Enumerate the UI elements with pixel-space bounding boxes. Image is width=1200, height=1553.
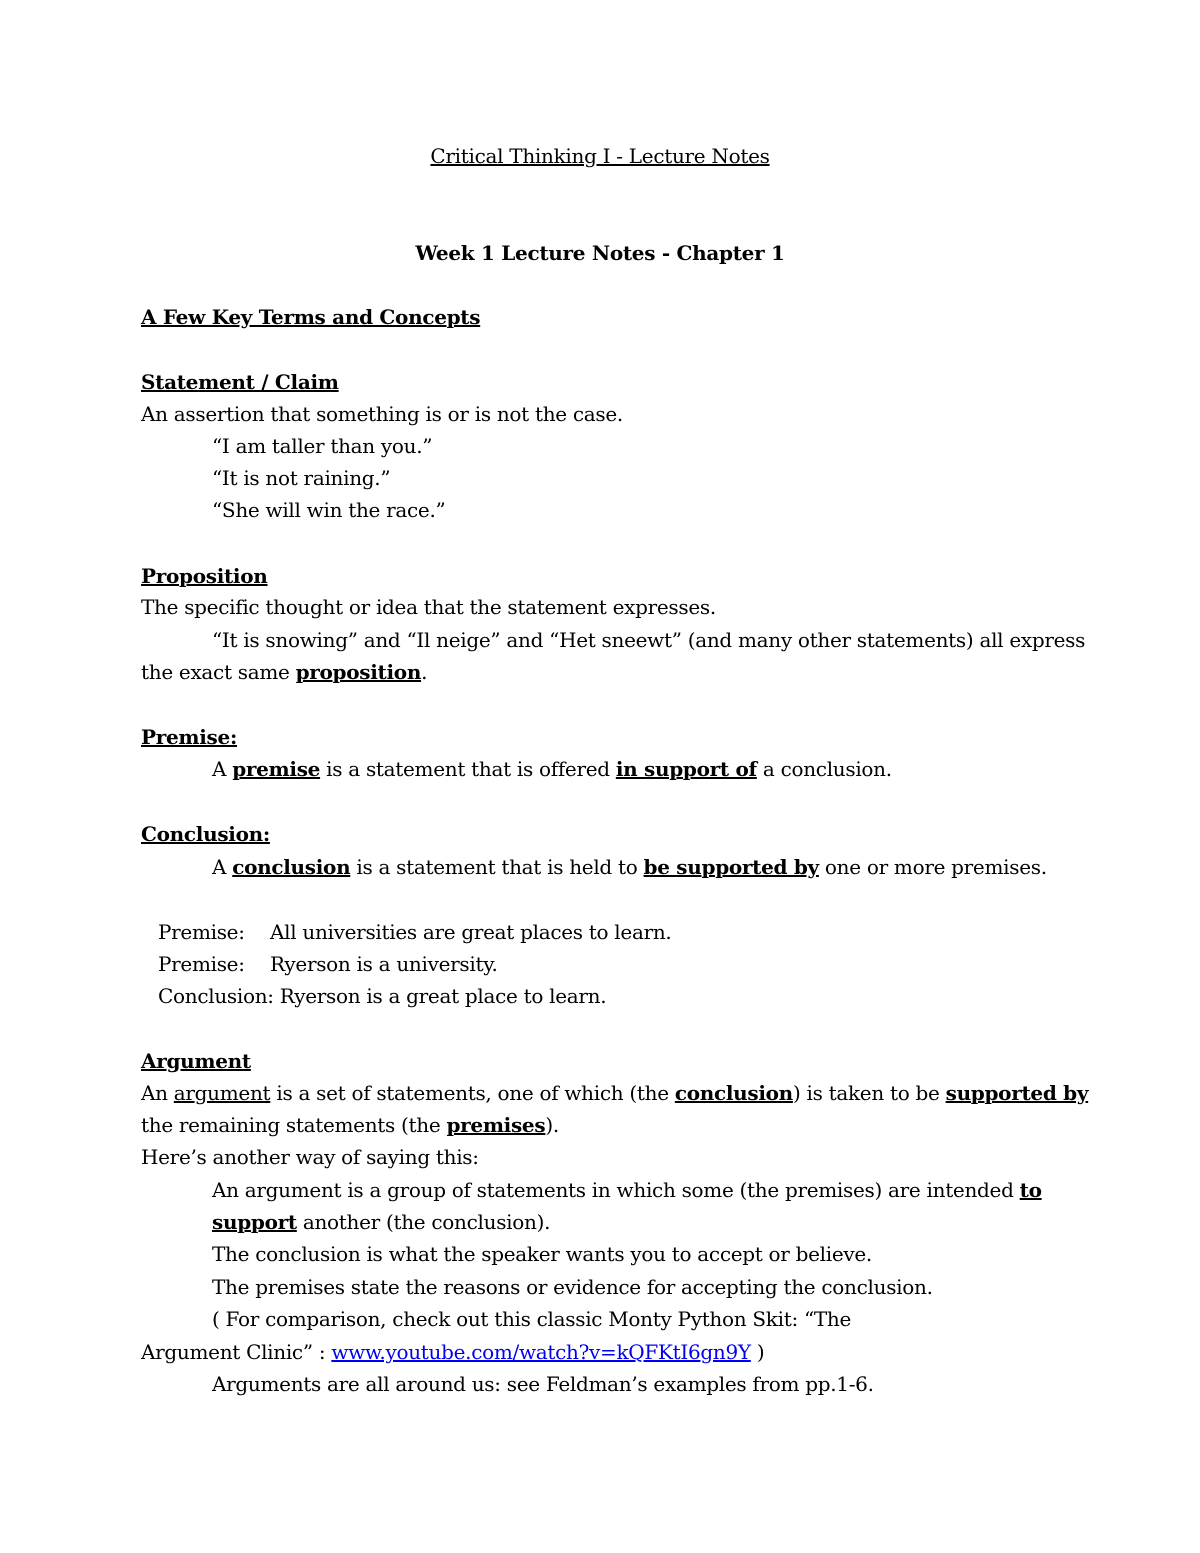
syllogism-text: Ryerson is a university.: [270, 952, 498, 976]
week-heading: Week 1 Lecture Notes - Chapter 1: [415, 241, 785, 265]
to-term: to: [1019, 1178, 1042, 1202]
text-span: is a statement that is held to: [350, 855, 644, 879]
premises-term: premises: [446, 1113, 546, 1137]
statement-example-3: “She will win the race.”: [212, 498, 446, 522]
argument-line-6: The conclusion is what the speaker wants you to accept or believe.: [212, 1242, 872, 1266]
proposition-heading: Proposition: [141, 564, 268, 588]
argument-line-7: The premises state the reasons or evidence for accepting the conclusion.: [212, 1275, 933, 1299]
support-term: support: [212, 1210, 297, 1234]
argument-line-5: [212, 1206, 550, 1238]
text-span: one or more premises.: [818, 855, 1047, 879]
argument-line-4: [212, 1174, 1042, 1206]
argument-line-8: ( For comparison, check out this classic Monty Python Skit: “The: [212, 1307, 852, 1331]
syllogism-row: [158, 948, 498, 980]
text-span: An argument is a group of statements in which some (the premises) are intended: [212, 1178, 1020, 1202]
syllogism-label: Premise:: [158, 920, 245, 944]
supported-by-term: supported by: [945, 1081, 1089, 1105]
argument-term: argument: [173, 1081, 271, 1105]
conclusion-emphasis: be supported by: [643, 855, 819, 879]
text-span: the remaining statements (the: [141, 1113, 447, 1137]
conclusion-term: conclusion: [232, 855, 351, 879]
text-span: the exact same: [141, 660, 296, 684]
text-span: An: [141, 1081, 174, 1105]
youtube-link[interactable]: www.youtube.com/watch?v=kQFKtI6gn9Y: [331, 1340, 751, 1364]
syllogism-text: Ryerson is a great place to learn.: [279, 984, 607, 1008]
text-span: A: [212, 757, 233, 781]
premise-heading: Premise:: [141, 725, 238, 749]
statement-example-2: “It is not raining.”: [212, 466, 391, 490]
syllogism-label: Conclusion:: [158, 984, 274, 1008]
text-span: ).: [545, 1113, 559, 1137]
argument-line-9: [141, 1336, 764, 1368]
conclusion-heading: Conclusion:: [141, 822, 270, 846]
statement-example-1: “I am taller than you.”: [212, 434, 433, 458]
section-heading: A Few Key Terms and Concepts: [141, 305, 481, 329]
premise-term: premise: [232, 757, 321, 781]
argument-line-10: Arguments are all around us: see Feldman’s examples from pp.1-6.: [212, 1372, 874, 1396]
argument-heading: Argument: [141, 1049, 251, 1073]
argument-line-1: [141, 1077, 1088, 1109]
document-title: Critical Thinking I - Lecture Notes: [430, 144, 770, 168]
text-span: is a statement that is offered: [320, 757, 616, 781]
text-span: is a set of statements, one of which (the: [270, 1081, 675, 1105]
conclusion-definition: [212, 851, 1047, 883]
syllogism-row: [158, 980, 606, 1012]
text-span: ): [750, 1340, 765, 1364]
text-span: another (the conclusion).: [296, 1210, 551, 1234]
proposition-example-line2: [141, 656, 427, 688]
argument-line-3: Here’s another way of saying this:: [141, 1145, 479, 1169]
conclusion-term: conclusion: [674, 1081, 793, 1105]
statement-heading: Statement / Claim: [141, 370, 339, 394]
proposition-term: proposition: [295, 660, 422, 684]
premise-definition: [212, 753, 892, 785]
syllogism-label: Premise:: [158, 952, 245, 976]
text-span: A: [212, 855, 233, 879]
argument-line-2: [141, 1109, 559, 1141]
syllogism-text: All universities are great places to learn.: [270, 920, 672, 944]
text-span: .: [421, 660, 428, 684]
text-span: Argument Clinic” :: [141, 1340, 332, 1364]
statement-definition: An assertion that something is or is not the case.: [141, 402, 623, 426]
proposition-definition: The specific thought or idea that the statement expresses.: [141, 595, 716, 619]
proposition-example-line1: “It is snowing” and “Il neige” and “Het sneewt” (and many other statements) all express: [212, 628, 1086, 652]
text-span: ) is taken to be: [792, 1081, 946, 1105]
premise-emphasis: in support of: [615, 757, 757, 781]
syllogism-row: [158, 916, 671, 948]
text-span: a conclusion.: [756, 757, 892, 781]
